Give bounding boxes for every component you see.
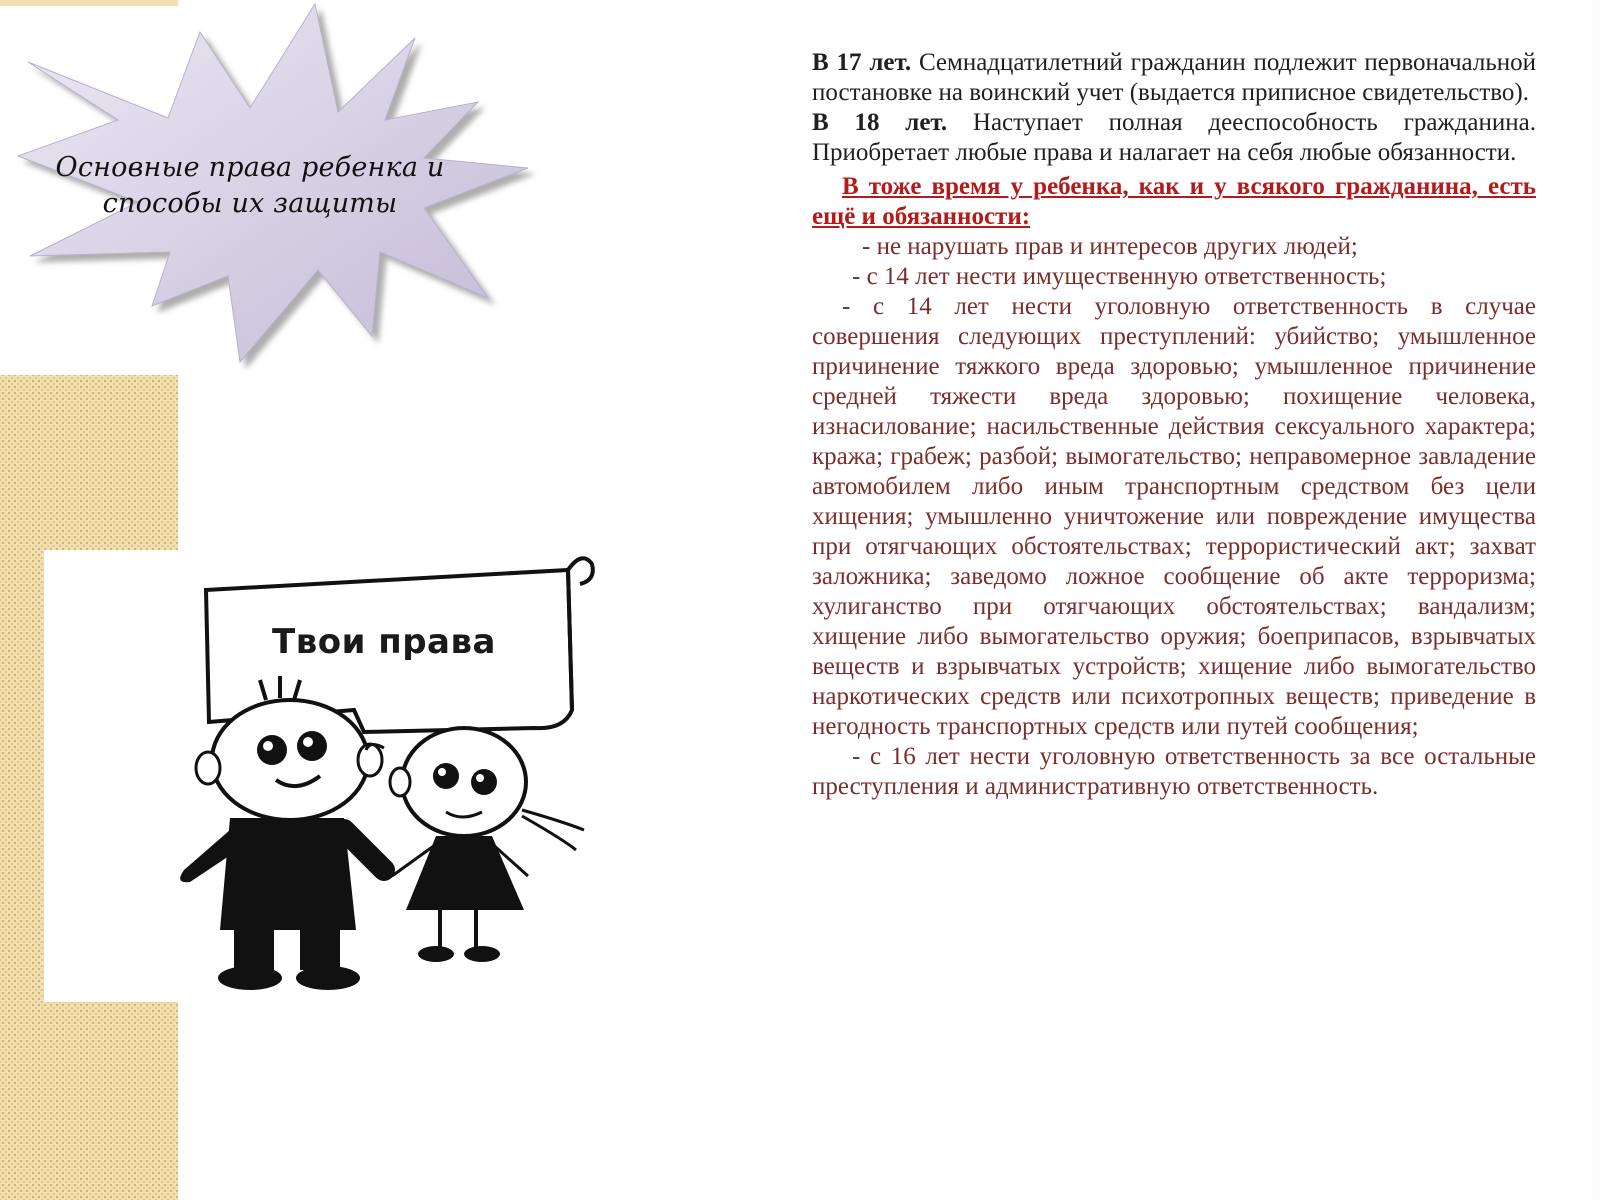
- body-18: Наступает полная дееспособность гражданина. Приобретает любые права и налагает на себя любые обязанности.: [812, 109, 1536, 166]
- right-edge: [1592, 0, 1600, 1200]
- paragraph-18: [812, 108, 1536, 168]
- text-column: [812, 48, 1536, 802]
- body-17: Семнадцатилетний гражданин подлежит первоначальной постановке на воинский учет (выдается приписное свидетельство).: [812, 49, 1536, 106]
- label-18: В 18 лет.: [812, 109, 948, 136]
- duty-item: - с 16 лет нести уголовную ответственность за все остальные преступления и административную ответственность.: [812, 743, 1536, 800]
- slide-title: [40, 150, 460, 222]
- duty-item: - не нарушать прав и интересов других людей;: [862, 233, 1358, 260]
- duty-item: - с 14 лет нести уголовную ответственность в случае совершения следующих преступлений: убийство; умышленное причинение тяжкого вреда здоровью; умышленное причинение средней тяжести вреда здоровью; похищение человека, изнасилование; насильственные действия сексуального характера; кража; грабеж; разбой; вымогательство; неправомерное завладение автомобилем либо иным транспортным средством без цели хищения; умышленно уничтожение или повреждение имущества при отягчающих обстоятельствах; террористический акт; захват заложника; заведомо ложное сообщение об акте терроризма; хулиганство при отягчающих обстоятельствах; вандализм; хищение либо вымогательство оружия; боеприпасов, взрывчатых веществ и взрывчатых устройств; хищение либо вымогательство наркотических средств или психотропных веществ; приведение в негодность транспортных средств или путей сообщения;: [812, 293, 1536, 740]
- label-17: В 17 лет.: [812, 49, 912, 76]
- slide-title-line-2: способы их защиты: [102, 188, 398, 219]
- girl-figure: [366, 728, 584, 962]
- children-illustration: [44, 550, 620, 1002]
- duty-item: - с 14 лет нести имущественную ответственность;: [852, 263, 1387, 290]
- duties-heading: В тоже время у ребенка, как и у всякого гражданина, есть ещё и обязанности:: [812, 173, 1536, 230]
- slide-title-line-1: Основные права ребенка и: [55, 152, 445, 183]
- banner-text: Твои права: [272, 622, 496, 662]
- paragraph-17: [812, 48, 1536, 108]
